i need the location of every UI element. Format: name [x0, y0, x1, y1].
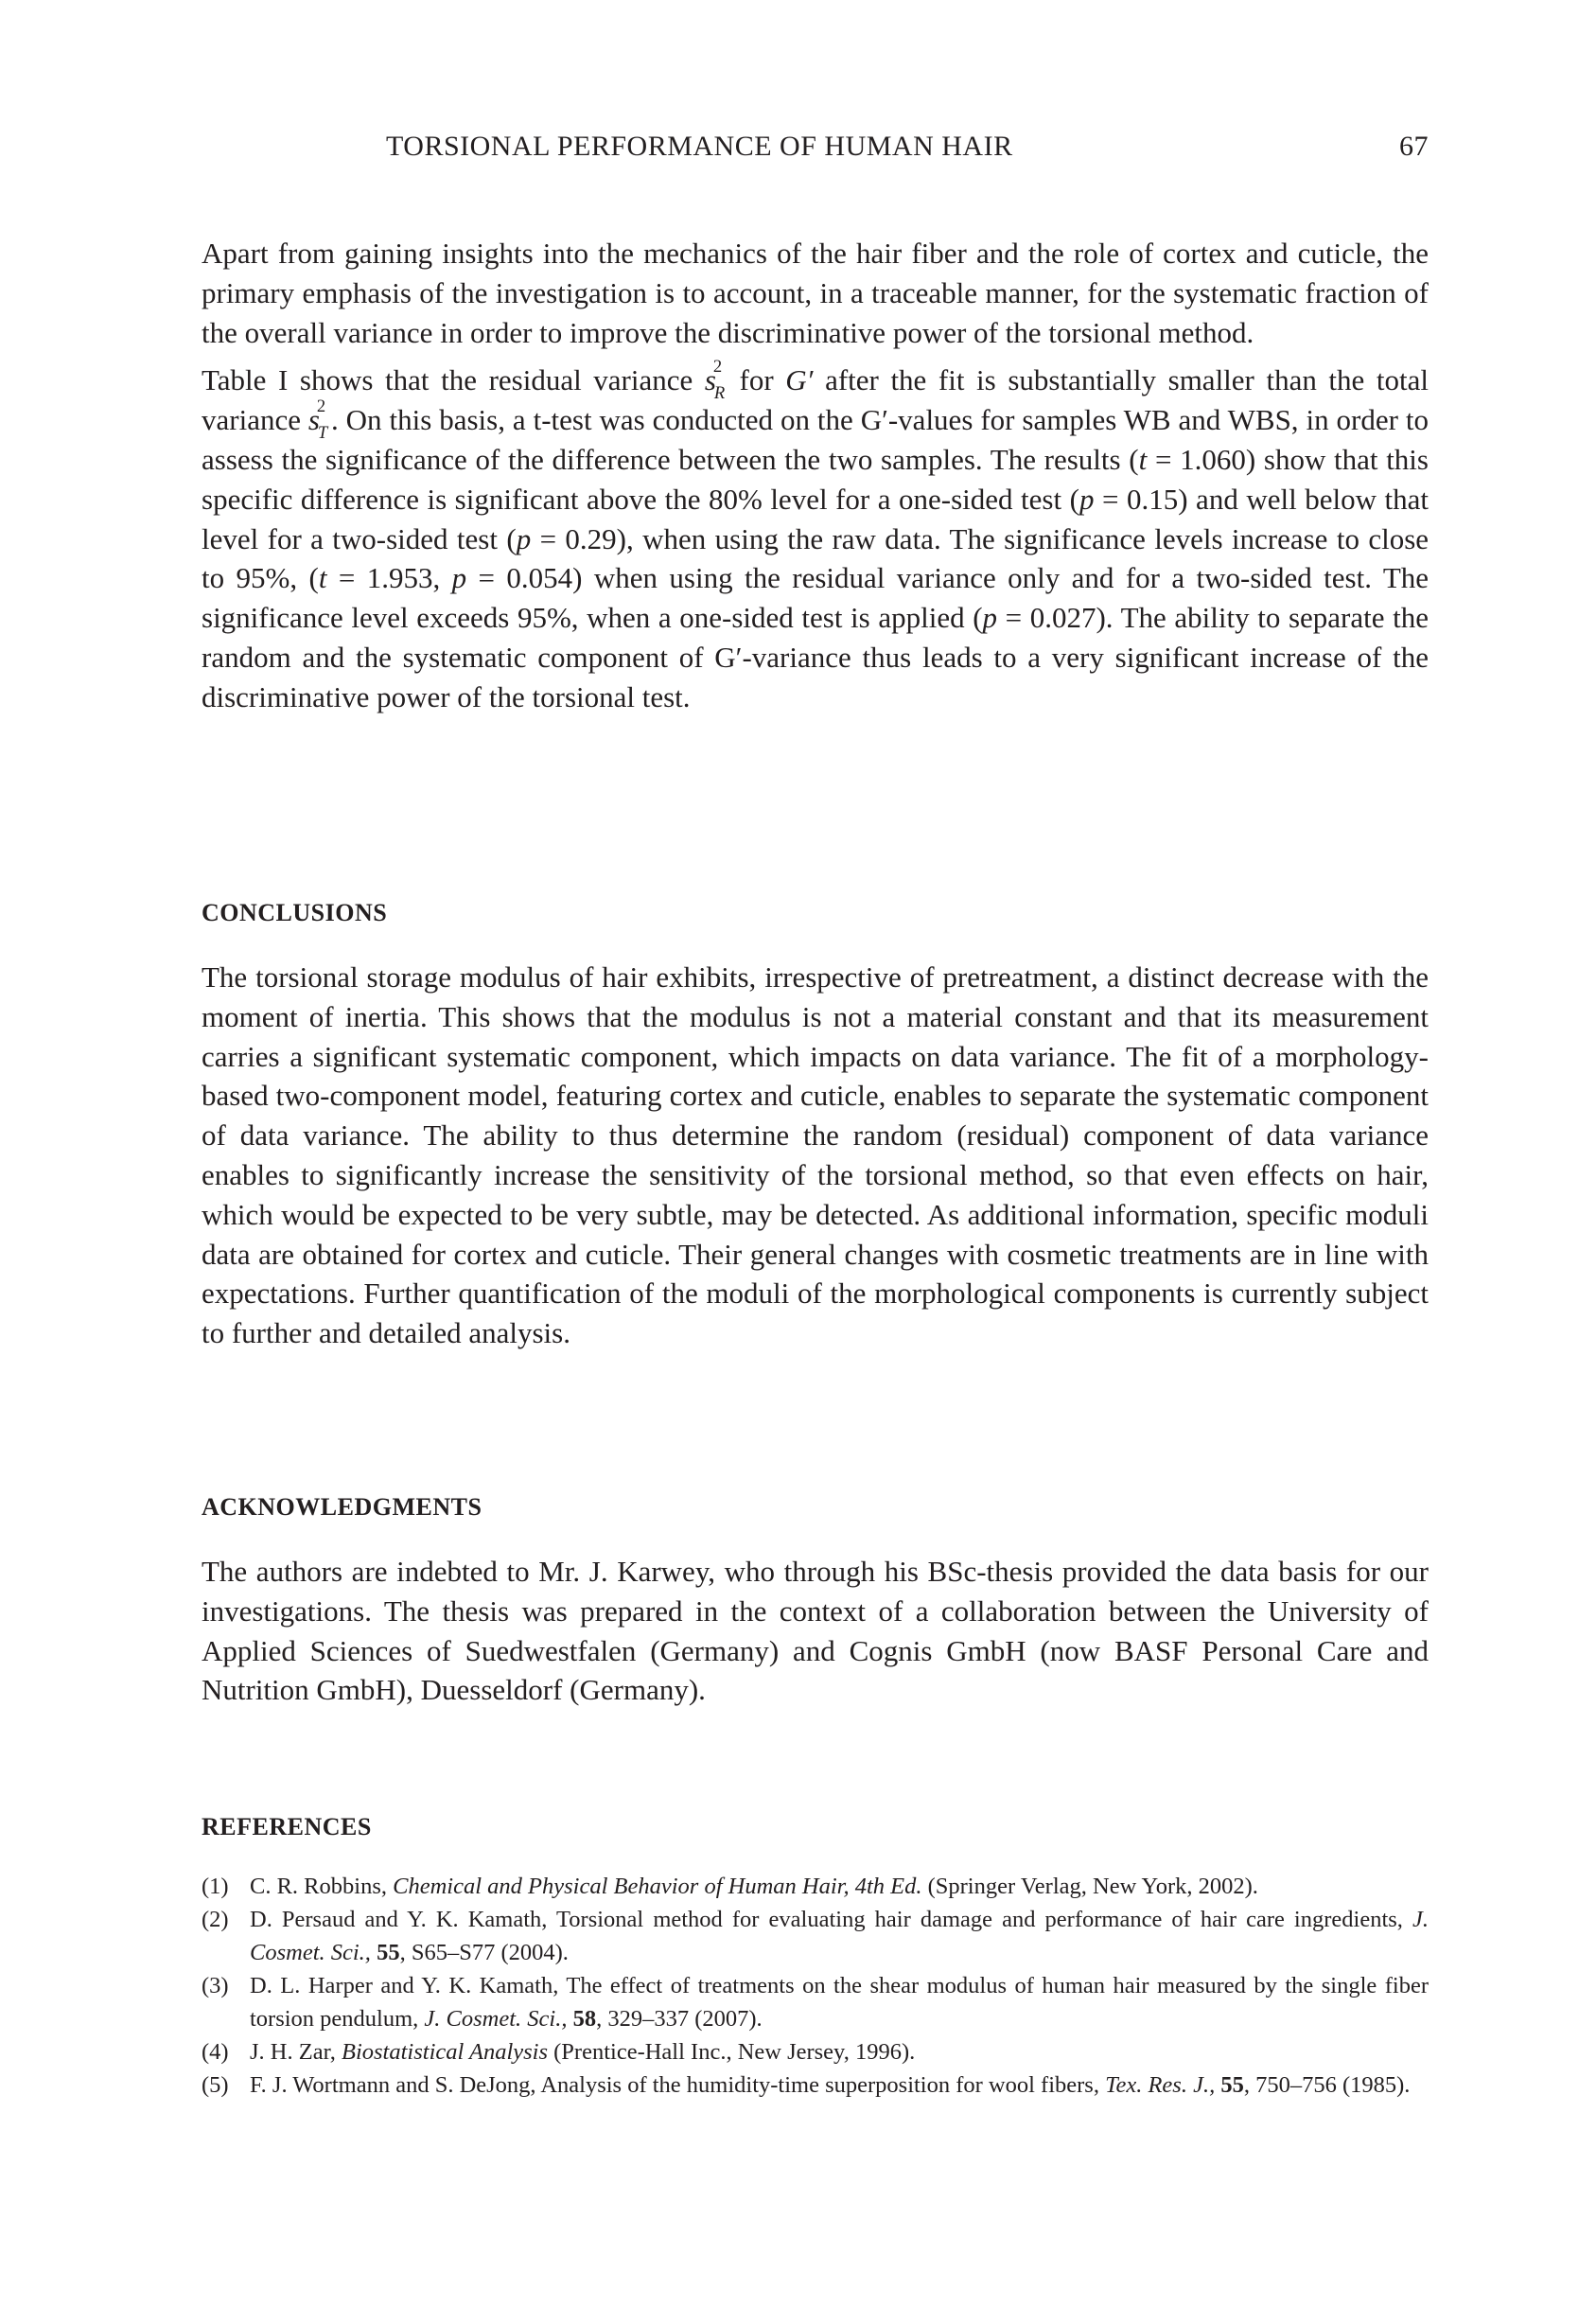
text-segment: for: [727, 363, 786, 397]
reference-number: (2): [202, 1907, 229, 1932]
text-segment: . On this basis, a t-test was conducted on the G′-values for samples WB and WBS, in order to assess the significance of the difference between the two samples. The results (: [202, 403, 1429, 476]
paragraph-conclusions: The torsional storage modulus of hair exhibits, irrespective of pretreatment, a distinct decrease with the moment of inertia. This shows that the modulus is not a material constant and that its measurement carries a significant systematic component, which impacts on data variance. The fit of a morphology-based two-component model, featuring cortex and cuticle, enables to separate the systematic component of data variance. The ability to thus determine the random (residual) component of data variance enables to significantly increase the sensitivity of the torsional method, so that even effects on hair, which would be expected to be very subtle, may be detected. As additional information, specific moduli data are obtained for cortex and cuticle. Their general changes with cosmetic treatments are in line with expectations. Further quantification of the moduli of the morphological components is currently subject to further and detailed analysis.: [202, 960, 1429, 1350]
text-segment: s: [704, 363, 716, 397]
section-heading: REFERENCES: [202, 1813, 372, 1840]
text-segment: p: [1079, 482, 1095, 516]
conclusions-section: [202, 899, 1429, 1353]
text-segment: J. Cosmet. Sci.,: [424, 2006, 568, 2032]
reference-item: [202, 1903, 1429, 1969]
paragraph-variance: [202, 357, 1429, 716]
paragraph-acknowledgments: The authors are indebted to Mr. J. Karwey, who through his BSc-thesis provided the data basis for our investigations. The thesis was prepared in the context of a collaboration between the University of Applied Sciences of Suedwestfalen (Germany) and Cognis GmbH (now BASF Personal Care and Nutrition GmbH), Duesseldorf (Germany).: [202, 1555, 1429, 1707]
paragraph-intro: Apart from gaining insights into the mechanics of the hair fiber and the role of cortex and cuticle, the primary emphasis of the investigation is to account, in a traceable manner, for the systematic fraction of the overall variance in order to improve the discriminative power of the torsional method.: [202, 237, 1429, 349]
section-heading: CONCLUSIONS: [202, 899, 388, 926]
text-segment: 55: [1220, 2072, 1244, 2098]
intro-section: [202, 234, 1429, 717]
text-segment: Tex. Res. J.,: [1105, 2072, 1216, 2098]
text-segment: T: [317, 423, 328, 444]
text-segment: p: [516, 521, 532, 555]
text-segment: Biostatistical Analysis: [342, 2039, 549, 2065]
text-segment: = 0.15) and well below that level for a two-sided test (: [202, 482, 1429, 555]
reference-number: (4): [202, 2039, 229, 2065]
text-segment: J. H. Zar,: [250, 2039, 342, 2065]
reference-number: (1): [202, 1874, 229, 1899]
variance-symbol-t: [307, 396, 331, 444]
reference-item: [202, 1969, 1429, 2035]
text-segment: C. R. Robbins,: [250, 1874, 394, 1899]
text-segment: s: [307, 403, 320, 437]
text-segment: , 329–337 (2007).: [596, 2006, 763, 2032]
variance-symbol-r: [704, 357, 728, 404]
text-segment: = 1.060) show that this specific difference is significant above the 80% level for a one-sided test (: [202, 442, 1429, 516]
text-segment: p: [982, 601, 998, 635]
text-segment: 58: [572, 2006, 597, 2032]
running-title: TORSIONAL PERFORMANCE OF HUMAN HAIR: [386, 131, 1013, 162]
text-segment: Table I shows that the residual variance: [202, 363, 705, 397]
reference-item: [202, 1870, 1429, 1903]
text-segment: = 0.054) when using the residual variance only and for a two-sided test. The significance level exceeds 95%, when a one-sided test is applied (: [202, 561, 1429, 635]
section-heading: ACKNOWLEDGMENTS: [202, 1493, 482, 1521]
text-segment: D. Persaud and Y. K. Kamath, Torsional method for evaluating hair damage and performance of hair care ingredients,: [250, 1907, 1412, 1932]
text-segment: Chemical and Physical Behavior of Human Hair, 4th Ed.: [393, 1874, 922, 1899]
text-segment: p: [451, 561, 467, 595]
text-segment: 2: [316, 396, 326, 417]
text-segment: = 0.027). The ability to separate the random and the systematic component of G′-variance thus leads to a very significant increase of the discriminative power of the torsional test.: [202, 601, 1429, 713]
reference-list: [202, 1870, 1429, 2102]
text-segment: R: [713, 383, 726, 404]
text-segment: 55: [377, 1940, 400, 1965]
text-segment: 2: [712, 357, 723, 378]
text-segment: (Springer Verlag, New York, 2002).: [921, 1874, 1258, 1899]
text-segment: = 1.953,: [326, 561, 452, 595]
text-segment: G′: [785, 363, 814, 397]
text-segment: F. J. Wortmann and S. DeJong, Analysis of the humidity-time superposition for wool fibers,: [250, 2072, 1106, 2098]
reference-number: (5): [202, 2072, 229, 2098]
page-number: 67: [1399, 131, 1429, 162]
reference-number: (3): [202, 1973, 229, 1998]
text-segment: after the fit is substantially smaller than the total variance: [202, 363, 1429, 437]
text-segment: = 0.29), when using the raw data. The significance levels increase to close to 95%, (: [202, 521, 1429, 595]
references-section: [202, 1813, 1429, 2102]
acknowledgments-section: [202, 1493, 1429, 1710]
text-segment: J. Cosmet. Sci.,: [250, 1907, 1429, 1965]
reference-item: [202, 2068, 1429, 2102]
text-segment: t: [1138, 442, 1148, 476]
text-segment: , 750–756 (1985).: [1243, 2072, 1411, 2098]
text-segment: (Prentice-Hall Inc., New Jersey, 1996).: [548, 2039, 916, 2065]
reference-item: [202, 2035, 1429, 2068]
text-segment: D. L. Harper and Y. K. Kamath, The effect of treatments on the shear modulus of human hair measured by the single fiber torsion pendulum,: [250, 1973, 1429, 2032]
text-segment: t: [318, 561, 327, 595]
text-segment: , S65–S77 (2004).: [399, 1940, 569, 1965]
